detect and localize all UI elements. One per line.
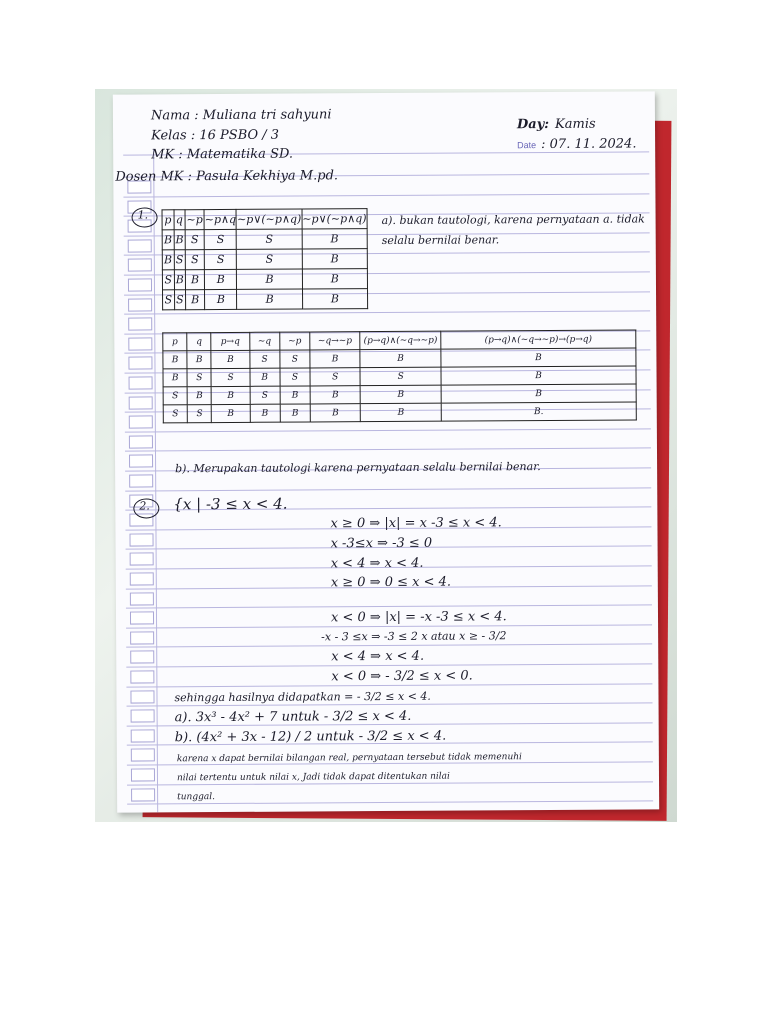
table-cell: B [310, 350, 360, 368]
table-cell: B [162, 230, 174, 250]
table-cell: B [162, 250, 174, 270]
table-header-cell: ~p [185, 210, 204, 230]
notebook-page [113, 91, 659, 812]
working-line: x ≥ 0 ⇒ 0 ≤ x < 4. [330, 574, 452, 591]
table-cell: S [187, 405, 211, 423]
table-cell: B [250, 368, 280, 386]
table-cell: B [174, 270, 186, 290]
table-header-cell: ~p∨(~p∧q) [302, 209, 367, 229]
table-cell: S [174, 290, 186, 310]
table-cell: B [441, 384, 636, 403]
table-cell: B [280, 386, 310, 404]
table-cell: B [302, 289, 367, 309]
table-header-cell: q [174, 210, 186, 230]
table-cell: S [280, 368, 310, 386]
table-header-cell: p [163, 333, 187, 351]
truth-table-b [162, 329, 637, 423]
table-cell: S [204, 249, 236, 269]
photo-background [95, 89, 677, 822]
table-header-cell: p [162, 210, 174, 230]
table-cell: S [163, 290, 175, 310]
table-cell: B [310, 404, 360, 422]
working-line: x < 0 ⇒ - 3/2 ≤ x < 0. [331, 668, 473, 685]
problem-1-number: 1. [137, 208, 149, 222]
course-name: MK : Matematika SD. [151, 146, 294, 163]
table-cell: S [237, 229, 302, 249]
working-line: x -3≤x ⇒ -3 ≤ 0 [330, 535, 433, 552]
table-cell: B [360, 385, 441, 403]
table-cell: B [212, 404, 250, 422]
table-cell: B [250, 404, 280, 422]
table-header-cell: ~q [249, 332, 279, 350]
working-line: -x - 3 ≤x ⇒ -3 ≤ 2 x atau x ≥ - 3/2 [321, 629, 507, 644]
student-name: Nama : Muliana tri sahyuni [150, 107, 332, 124]
table-row [162, 229, 367, 250]
lecturer-name: Dosen MK : Pasula Kekhiya M.pd. [115, 168, 339, 185]
table-cell: B [237, 269, 302, 289]
table-cell: S [249, 350, 279, 368]
table-cell: B [441, 348, 636, 367]
working-line: karena x dapat bernilai bilangan real, pernyataan tersebut tidak memenuhi [176, 752, 522, 765]
table-cell: S [204, 229, 236, 249]
table-row [163, 289, 368, 310]
problem-2-number: 2. [139, 499, 150, 513]
working-line: x ≥ 0 ⇒ |x| = x -3 ≤ x < 4. [330, 515, 502, 532]
table-row [162, 269, 367, 290]
working-line: x < 4 ⇒ x < 4. [330, 555, 424, 572]
table-cell: S [163, 405, 187, 423]
table-cell: B [212, 386, 250, 404]
table-row [162, 249, 367, 270]
table-cell: B [163, 351, 187, 369]
working-line: tunggal. [177, 792, 215, 803]
date-value: : 07. 11. 2024. [541, 136, 637, 153]
working-line: sehingga hasilnya didapatkan = - 3/2 ≤ x < 4. [174, 689, 431, 705]
table-cell: B [302, 229, 367, 249]
table-cell: S [310, 368, 360, 386]
table-cell: B [237, 289, 302, 309]
table-cell: B [302, 249, 367, 269]
table-header-cell: q [187, 333, 211, 351]
working-line: b). (4x² + 3x - 12) / 2 untuk - 3/2 ≤ x < 4. [174, 728, 447, 746]
table-cell: S [250, 386, 280, 404]
table-header-cell: ~p [280, 332, 310, 350]
table-header-cell: (p→q)∧(~q→~p)→(p→q) [441, 330, 636, 349]
margin-boxes [113, 91, 655, 94]
table-cell: B [361, 403, 442, 421]
table-cell: B [441, 366, 636, 385]
table-cell: S [185, 230, 204, 250]
table-cell: B [187, 387, 211, 405]
student-class: Kelas : 16 PSBO / 3 [151, 127, 280, 144]
table-cell: B [211, 350, 249, 368]
table-cell: S [360, 367, 441, 385]
day-value: Kamis [554, 116, 596, 132]
table-cell: B [187, 351, 211, 369]
table-header-cell: ~p∨(~p∧q) [236, 209, 301, 229]
working-line: nilai tertentu untuk nilai x, Jadi tidak dapat ditentukan nilai [176, 771, 450, 784]
table-cell: B [205, 269, 237, 289]
table-cell: S [237, 249, 302, 269]
table-cell: S [163, 387, 187, 405]
table-cell: S [280, 350, 310, 368]
table-cell: B [163, 369, 187, 387]
table-cell: B [186, 290, 205, 310]
truth-table-a [162, 208, 369, 310]
day-label: Day: [516, 116, 550, 133]
table-cell: B [302, 269, 367, 289]
table-header-cell: (p→q)∧(~q→~p) [360, 331, 441, 349]
table-header-cell: p→q [211, 332, 249, 350]
table-header-cell: ~q→~p [310, 332, 360, 350]
table-cell: B [310, 386, 360, 404]
table-cell: B [205, 289, 237, 309]
date-label: Date [517, 140, 537, 151]
table-cell: S [211, 368, 249, 386]
working-line: a). 3x³ - 4x² + 7 untuk - 3/2 ≤ x < 4. [174, 708, 412, 726]
table-cell: S [185, 250, 204, 270]
table-cell: B [280, 404, 310, 422]
note-a: a). bukan tautologi, karena pernyataan a. tidak selalu bernilai benar. [381, 212, 645, 248]
working-line: x < 0 ⇒ |x| = -x -3 ≤ x < 4. [330, 609, 507, 626]
table-cell: B [360, 349, 441, 367]
table-row [163, 402, 636, 423]
table-cell: S [187, 369, 211, 387]
table-header-cell: ~p∧q [204, 209, 236, 229]
ruled-lines [113, 91, 655, 94]
table-cell: B. [441, 402, 636, 421]
table-cell: S [162, 270, 174, 290]
working-line: x < 4 ⇒ x < 4. [331, 648, 425, 665]
table-cell: B [174, 230, 186, 250]
table-cell: S [174, 250, 186, 270]
table-cell: B [185, 270, 204, 290]
note-b: b). Merupakan tautologi karena pernyataan selalu bernilai benar. [175, 460, 541, 476]
solution-set: {x | -3 ≤ x < 4. [173, 494, 288, 514]
